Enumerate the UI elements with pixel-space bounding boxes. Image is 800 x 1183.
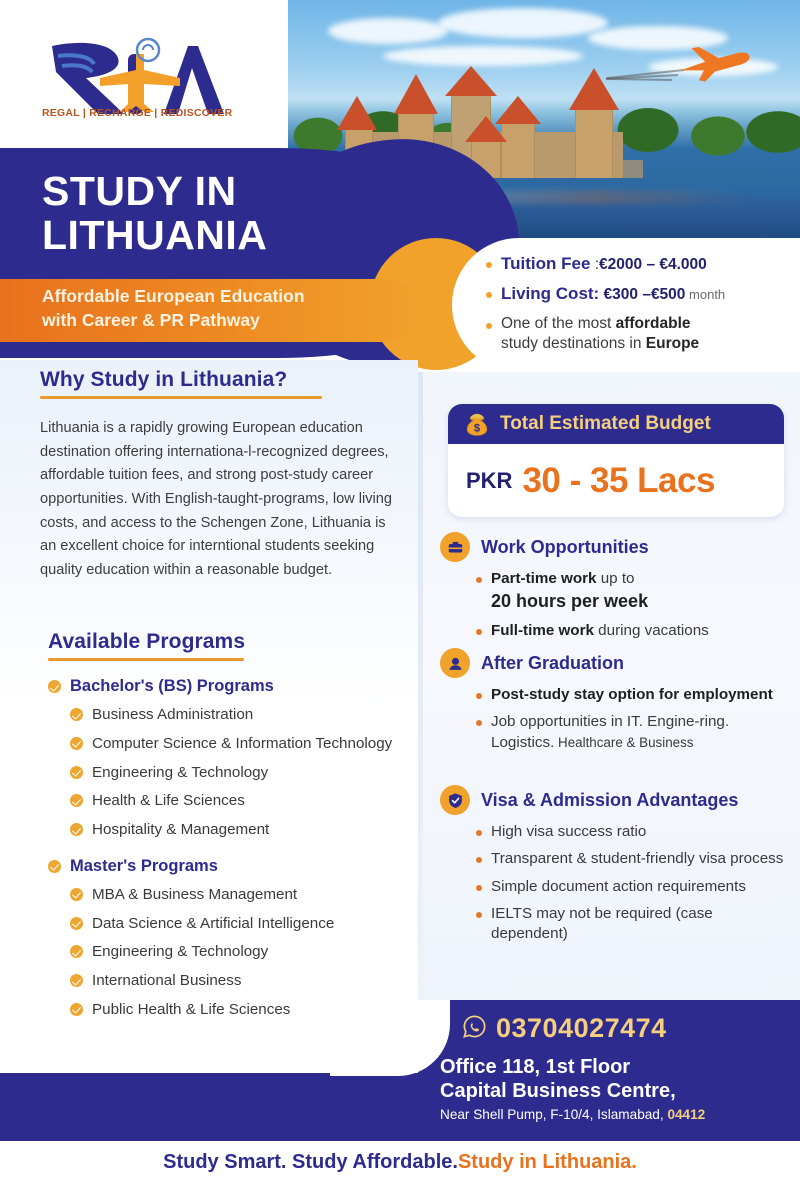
full-time-label: Full-time work <box>491 621 594 639</box>
bullet-dot-icon <box>476 720 482 726</box>
part-time-rest: up to <box>596 570 635 587</box>
tuition-fee-value: €2000 – €4.000 <box>599 256 707 273</box>
contrail <box>606 67 684 81</box>
visa-advantage-text: Transparent & student-friendly visa process <box>491 850 784 868</box>
list-item <box>70 763 418 783</box>
budget-amount: 30 - 35 Lacs <box>522 460 715 500</box>
program-name: Business Administration <box>92 706 254 723</box>
living-cost-label: Living Cost: <box>501 284 600 304</box>
job-opportunities-extra: Healthcare & Business <box>554 734 694 750</box>
briefcase-icon <box>440 532 470 562</box>
bullet-dot-icon <box>486 292 492 298</box>
phone-row[interactable] <box>462 1013 667 1044</box>
check-circle-icon <box>70 766 83 779</box>
section-underline <box>40 396 322 399</box>
block-list <box>476 569 788 641</box>
program-name: Engineering & Technology <box>92 943 269 961</box>
affordable-line2-pre: study destinations in <box>501 335 646 353</box>
visa-admission-block <box>440 785 788 952</box>
part-time-label: Part-time work <box>491 570 597 587</box>
check-circle-icon <box>70 888 83 901</box>
address-zip: 04412 <box>667 1106 706 1122</box>
total-budget-header <box>448 404 784 444</box>
affordable-line1-pre: One of the most <box>501 314 616 332</box>
affordable-line2-bold: Europe <box>645 335 700 353</box>
block-header <box>440 648 788 678</box>
list-item <box>476 822 788 842</box>
hours-value: 20 hours <box>491 591 567 612</box>
castle-roof <box>394 74 438 114</box>
program-group-label: Master's Programs <box>70 856 218 875</box>
list-item <box>70 914 418 934</box>
castle-roof <box>445 66 497 96</box>
total-budget-label: Total Estimated Budget <box>500 413 711 434</box>
hero-subtitle-line1: Affordable European Education <box>42 286 305 306</box>
phone-number[interactable]: 03704027474 <box>496 1013 667 1043</box>
list-item <box>476 712 788 753</box>
program-group-label: Bachelor's (BS) Programs <box>70 677 274 695</box>
bullet-dot-icon <box>486 323 492 329</box>
hero-fact-tuition <box>486 253 791 275</box>
footer-tagline <box>0 1141 800 1183</box>
address-line-1: Office 118, 1st Floor <box>440 1056 631 1078</box>
hero-section <box>0 0 800 372</box>
column-divider <box>418 372 423 1073</box>
tuition-fee-separator: : <box>590 256 600 273</box>
list-item <box>70 705 418 725</box>
bullet-dot-icon <box>476 912 482 918</box>
total-budget-card <box>448 404 784 517</box>
section-underline <box>48 658 244 661</box>
svg-text:$: $ <box>473 422 481 435</box>
castle-tower <box>575 106 613 178</box>
check-circle-icon <box>70 917 83 930</box>
bullet-dot-icon <box>476 885 482 891</box>
why-study-body: Lithuania is a rapidly growing European education destination offering internationa-l-recognized degrees, affordable tuition fees, and strong post-study career opportunities. With English-taught-programs, low living costs, and access to the Schengen Zone, Lithuania is an excellent choice for interntional students seeking quality education within a reasonable budget. <box>40 420 393 578</box>
block-title: Visa & Admission Advantages <box>481 789 739 810</box>
block-title: After Graduation <box>481 652 625 673</box>
airplane-icon <box>678 40 752 86</box>
job-opportunities-text: Job opportunities in IT. Engine-ring. Logistics. <box>491 713 730 751</box>
living-cost-value: €300 –€500 <box>603 286 686 304</box>
list-item <box>70 885 418 905</box>
visa-advantage-text: High visa success ratio <box>491 823 647 840</box>
check-circle-icon <box>70 1003 83 1016</box>
check-circle-icon <box>48 680 61 693</box>
list-item <box>70 1000 418 1020</box>
program-name: Hospitality & Management <box>92 821 270 838</box>
whatsapp-icon <box>462 1014 487 1044</box>
office-address <box>440 1055 705 1122</box>
hero-subtitle <box>42 285 305 332</box>
list-item <box>476 877 788 897</box>
full-time-rest: during vacations <box>593 621 709 639</box>
check-circle-icon <box>48 860 61 873</box>
program-name: International Business <box>92 972 242 989</box>
bullet-dot-icon <box>476 857 482 863</box>
list-item <box>70 942 418 962</box>
list-item <box>476 621 788 641</box>
available-programs-heading: Available Programs <box>48 630 246 653</box>
list-item <box>476 685 788 705</box>
hero-title-line2: LITHUANIA <box>42 211 268 258</box>
tagline-part-1: Study Smart. Study Affordable. <box>163 1150 458 1173</box>
affordable-line1-bold: affordable <box>615 314 691 332</box>
visa-advantage-text: Simple document action requirements <box>491 877 746 895</box>
brand-tagline: REGAL | RECHARGE | REDISCOVER <box>42 108 233 119</box>
bullet-dot-icon <box>486 262 492 268</box>
block-list <box>476 685 788 753</box>
hours-unit: per week <box>566 591 649 612</box>
list-item <box>476 849 788 869</box>
block-header <box>440 532 788 562</box>
program-group-title-bachelors <box>48 677 418 696</box>
visa-advantage-text: IELTS may not be required (case dependent) <box>491 905 713 943</box>
bullet-dot-icon <box>476 830 482 836</box>
program-name: Computer Science & Information Technology <box>92 734 393 752</box>
block-header <box>440 785 788 815</box>
graduate-person-icon <box>440 648 470 678</box>
page-title <box>42 170 267 258</box>
program-name: Engineering & Technology <box>92 763 269 781</box>
list-item <box>476 569 788 614</box>
tagline-part-2: Study in Lithuania. <box>457 1150 637 1173</box>
hero-title-line1: STUDY IN <box>42 168 237 214</box>
hero-subtitle-line2: with Career & PR Pathway <box>42 309 260 330</box>
brand-logo <box>40 28 240 136</box>
check-circle-icon <box>70 974 83 987</box>
available-programs-section <box>48 630 418 1029</box>
hero-fact-living-cost <box>486 283 791 305</box>
check-circle-icon <box>70 737 83 750</box>
after-graduation-block <box>440 648 788 760</box>
currency-label: PKR <box>466 467 513 493</box>
tuition-fee-label: Tuition Fee <box>501 254 591 273</box>
program-name: Public Health & Life Sciences <box>92 1000 291 1018</box>
program-groups <box>48 677 418 1020</box>
list-item <box>70 971 418 991</box>
money-bag-icon <box>464 411 490 437</box>
cloud-shape <box>438 8 608 38</box>
list-item <box>70 734 418 754</box>
hero-fact-affordable <box>486 314 791 355</box>
cloud-shape <box>328 18 448 44</box>
check-circle-icon <box>70 794 83 807</box>
bullet-dot-icon <box>476 577 482 583</box>
bullet-dot-icon <box>476 693 482 699</box>
work-opportunities-block <box>440 532 788 648</box>
why-study-section <box>40 368 405 582</box>
program-name: MBA & Business Management <box>92 885 298 903</box>
address-line-2: Capital Business Centre, <box>440 1080 676 1103</box>
bullet-dot-icon <box>476 629 482 635</box>
castle-roof <box>465 116 507 142</box>
list-item <box>70 820 418 840</box>
living-cost-suffix: month <box>685 287 726 303</box>
check-circle-icon <box>70 823 83 836</box>
why-study-heading: Why Study in Lithuania? <box>40 368 288 391</box>
check-circle-icon <box>70 945 83 958</box>
total-budget-value-row <box>448 444 784 517</box>
post-study-text: Post-study stay option for employment <box>491 686 773 703</box>
program-group-title-masters <box>48 857 418 876</box>
check-shield-icon <box>440 785 470 815</box>
castle-roof <box>337 96 377 130</box>
list-item <box>70 791 418 811</box>
block-list <box>476 822 788 945</box>
list-item <box>476 904 788 945</box>
address-line-3: Near Shell Pump, F-10/4, Islamabad, <box>440 1106 668 1122</box>
hero-fact-list <box>486 253 791 363</box>
check-circle-icon <box>70 708 83 721</box>
program-name: Health & Life Sciences <box>92 792 245 810</box>
program-name: Data Science & Artificial Intelligence <box>92 914 335 932</box>
block-title: Work Opportunities <box>481 536 649 557</box>
